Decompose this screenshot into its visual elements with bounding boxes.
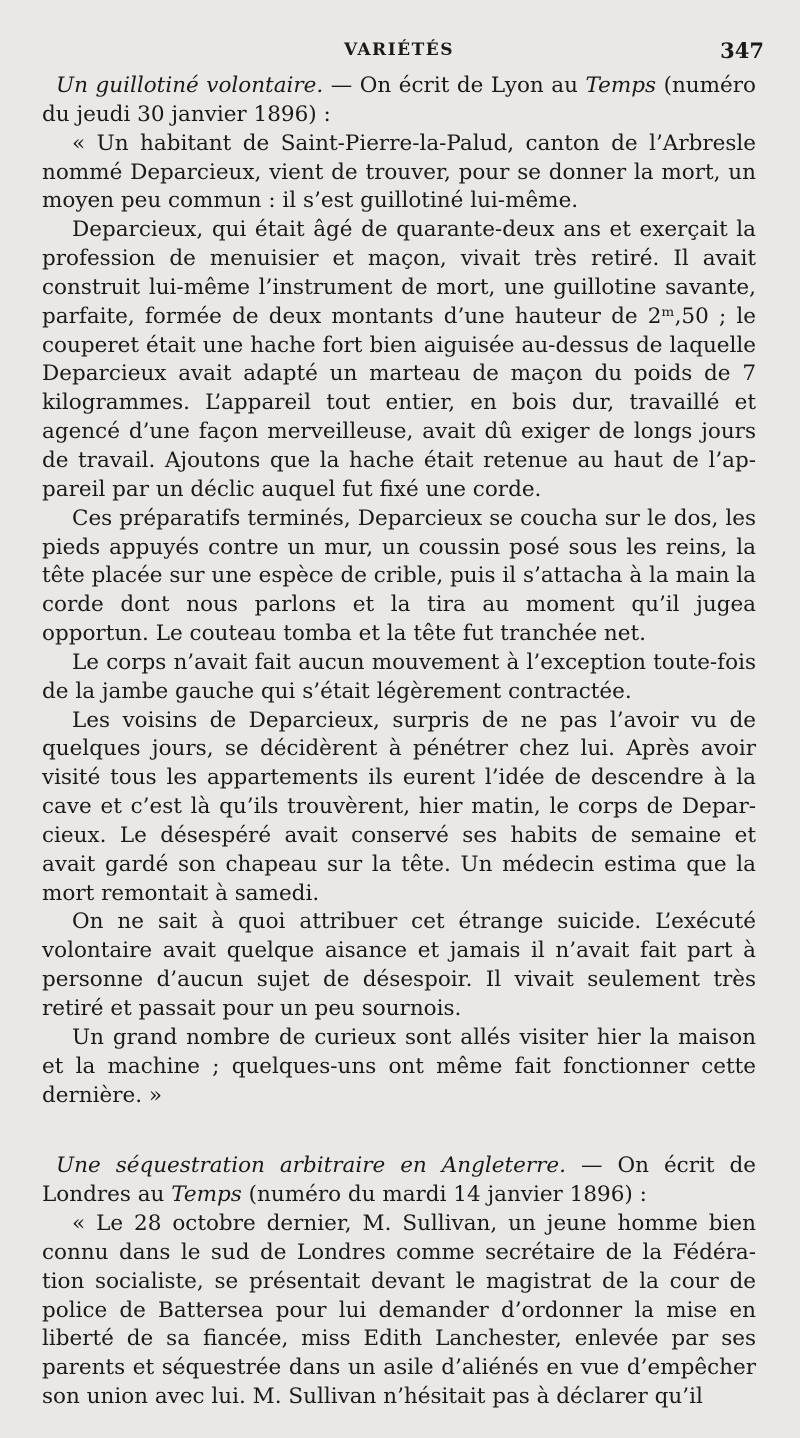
newspaper-name: Temps (585, 73, 657, 98)
paragraph: Le corps n’avait fait aucun mouvement à l’exception toute-fois de la jambe gauche qui s’était légèrement contractée. (42, 649, 756, 704)
paragraph: « Le 28 octobre dernier, M. Sullivan, un jeune homme bien connu dans le sud de Londres comme secrétaire de la Fédéra-tion socialiste, se présentait devant le magistrat de la cour de police de Battersea pour lui demander d’ordonner la mise en liberté de sa fiancée, miss Edith Lanchester, enlevée par ses parents et séquestrée dans un asile d’aliénés en vue d’empêcher son union avec lui. M. Sullivan n’hésitait pas à déclarer qu’il (42, 1211, 756, 1410)
article-lead-text: — On écrit de Lyon au (323, 73, 586, 98)
newspaper-name: Temps (171, 1182, 242, 1208)
paragraph: Ces préparatifs terminés, Deparcieux se coucha sur le dos, les pieds appuyés contre un mur, un coussin posé sous les reins, la tête placée sur une espèce de crible, puis il s’attacha à la main la corde dont nous parlons et la tira au moment qu’il jugea opportun. Le couteau tomba et la tête fut tranchée net. (42, 505, 756, 647)
running-header (42, 32, 764, 72)
paragraph: On ne sait à quoi attribuer cet étrange suicide. L’exécuté volontaire avait quelque aisance et jamais il n’avait fait part à personne d’aucun sujet de désespoir. Il vivait seulement très retiré et passait pour un peu sournois. (42, 909, 756, 1021)
page-number: 347 (720, 38, 764, 63)
article-sequestration (42, 1152, 756, 1412)
paragraph: « Un habitant de Saint-Pierre-la-Palud, canton de l’Arbresle nommé Deparcieux, vient de trouver, pour se donner la mort, un moyen peu commun : il s’est guillotiné lui-même. (42, 130, 756, 214)
article-guillotine (42, 72, 756, 1110)
paragraph: Deparcieux, qui était âgé de quarante-deux ans et exerçait la profession de menuisier et maçon, vivait très retiré. Il avait construit lui-même l’instrument de mort, une guillotine savante, parfaite, formée de deux montants d’une hauteur de 2ᵐ,50 ; le couperet était une hache fort bien aiguisée au-dessus de laquelle Deparcieux avait adapté un marteau de maçon du poids de 7 kilogrammes. L’appareil tout entier, en bois dur, travaillé et agencé d’une façon merveilleuse, avait dû exiger de longs jours de travail. Ajoutons que la hache était retenue au haut de l’ap-pareil par un déclic auquel fut fixé une corde. (42, 217, 756, 502)
article-lead (42, 72, 756, 130)
article-date: (numéro du mardi 14 janvier 1896) : (241, 1182, 647, 1208)
paragraph: Un grand nombre de curieux sont allés visiter hier la maison et la machine ; quelques-uns ont même fait fonctionner cette dernière. » (42, 1024, 756, 1108)
section-gap (42, 1110, 756, 1152)
article-date: (numéro du jeudi 30 janvier 1896) : (42, 73, 756, 127)
article-lead (42, 1152, 756, 1210)
article-headline: Une séquestration arbitraire en Angleterre. (56, 1153, 566, 1179)
running-title: VARIÉTÉS (344, 40, 454, 60)
article-headline: Un guillotiné volontaire. (56, 73, 324, 98)
article-lead-text: — On écrit de Londres au (42, 1153, 756, 1208)
paragraph: Les voisins de Deparcieux, surpris de ne pas l’avoir vu de quelques jours, se décidèrent à pénétrer chez lui. Après avoir visité tous les appartements ils eurent l’idée de descendre à la cave et c’est là qu’ils trouvèrent, hier matin, le corps de Depar-cieux. Le désespéré avait conservé ses habits de semaine et avait gardé son chapeau sur la tête. Un médecin estima que la mort remontait à samedi. (42, 707, 756, 906)
